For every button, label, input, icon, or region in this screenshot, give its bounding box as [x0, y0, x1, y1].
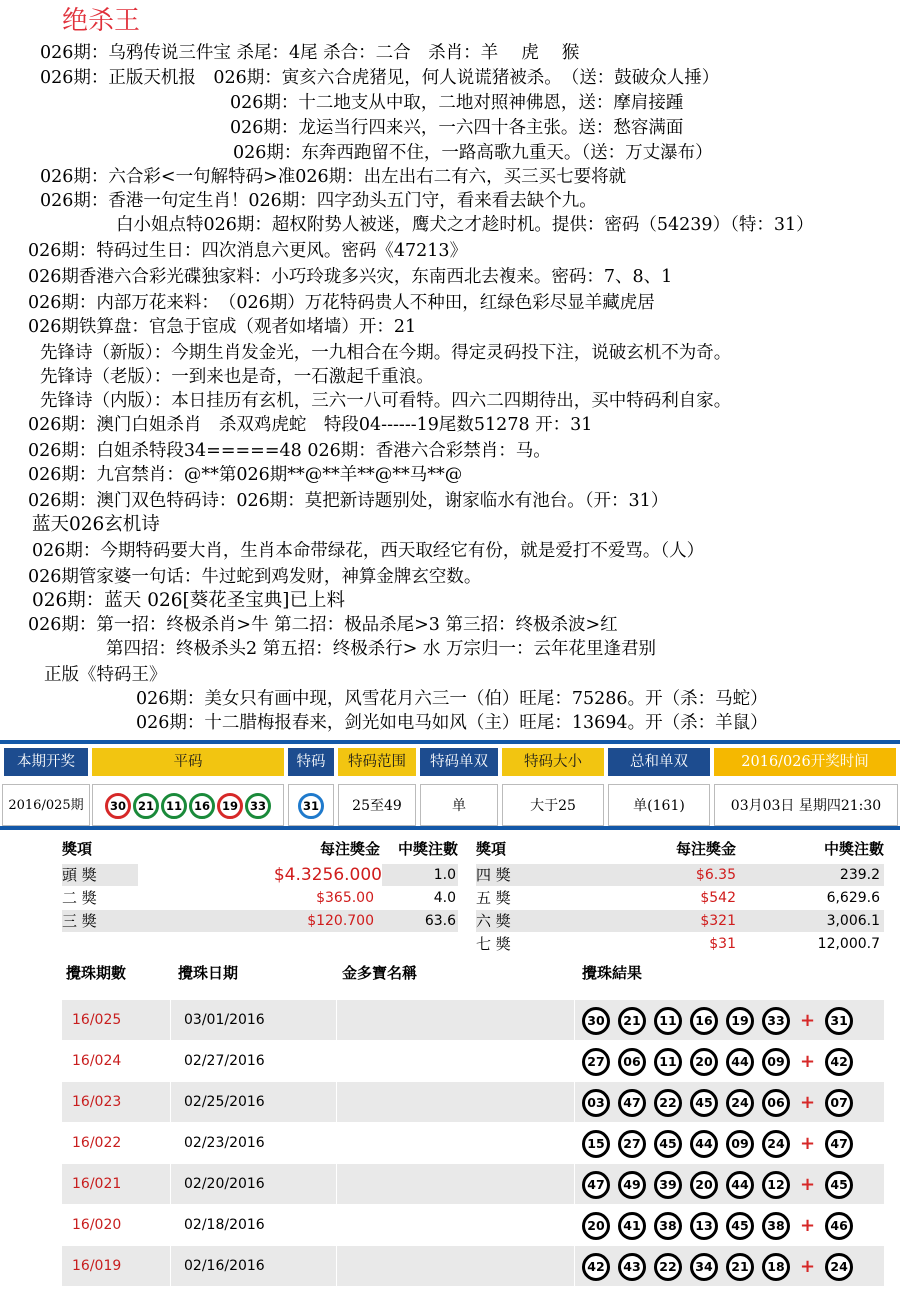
- history-row: [62, 1246, 884, 1286]
- prize-name: 三 獎: [62, 912, 97, 930]
- ball: 16: [189, 793, 215, 819]
- history-period: 16/025: [72, 1012, 122, 1028]
- column-separator: [574, 1041, 575, 1081]
- history-date: 02/25/2016: [184, 1094, 265, 1110]
- ball: 38: [654, 1212, 682, 1240]
- prize-amount-header: 每注獎金: [319, 840, 380, 858]
- text-line: 026期：龙运当行四来兴，一六四十各主张。送：愁容满面: [230, 118, 684, 138]
- prize-amount: $321: [700, 913, 736, 929]
- plus-sign: +: [800, 1091, 816, 1113]
- history-period: 16/022: [72, 1135, 122, 1151]
- column-separator: [574, 1000, 575, 1040]
- history-period: 16/020: [72, 1217, 122, 1233]
- column-separator: [170, 1082, 171, 1122]
- special-ball: 31: [825, 1007, 853, 1035]
- text-line: 026期：正版天机报 026期：寅亥六合虎猪见，何人说谎猪被杀。 （送：鼓破众人捶）: [40, 68, 720, 88]
- column-separator: [336, 1041, 337, 1081]
- special-ball: 31: [298, 793, 324, 819]
- prize-name-header: 獎項: [62, 840, 93, 858]
- ball: 06: [762, 1089, 790, 1117]
- prize-name: 六 獎: [476, 912, 511, 930]
- section-heading: 蓝天026玄机诗: [32, 514, 160, 535]
- history-period: 16/023: [72, 1094, 122, 1110]
- history-row: [62, 1205, 884, 1245]
- header-odd-even: 特码单双: [420, 748, 498, 776]
- ball: 15: [582, 1130, 610, 1158]
- odd-even-value: 单: [420, 784, 498, 826]
- text-line: 第四招：终极杀头2 第五招：终极杀行> 水 万宗归一：云年花里逢君别: [106, 639, 656, 659]
- prize-count: 4.0: [433, 890, 456, 906]
- next-draw-time-value: 03月03日 星期四21:30: [714, 784, 898, 826]
- ball: 33: [245, 793, 271, 819]
- special-ball: 24: [825, 1253, 853, 1281]
- history-date: 02/23/2016: [184, 1135, 265, 1151]
- text-line: 026期香港六合彩光碟独家料：小巧玲珑多兴灾，东南西北去複来。密码：7、8、1: [28, 267, 673, 287]
- prize-amount: $365.00: [316, 890, 374, 906]
- ball: 30: [582, 1007, 610, 1035]
- special-range-value: 25至49: [338, 784, 416, 826]
- ball: 11: [161, 793, 187, 819]
- history-result: [582, 1246, 861, 1286]
- ball: 16: [690, 1007, 718, 1035]
- prize-count: 239.2: [839, 867, 880, 883]
- text-line: 026期：六合彩<一句解特码>准026期：出左出右二有六，买三买七要将就: [40, 167, 627, 187]
- plus-sign: +: [800, 1050, 816, 1072]
- column-separator: [170, 1246, 171, 1286]
- ball: 20: [582, 1212, 610, 1240]
- column-separator: [574, 1082, 575, 1122]
- draw-period: 2016/025期: [2, 784, 90, 826]
- text-line: 026期：九宫禁肖：@**第026期**@**羊**@**马**@: [28, 465, 463, 485]
- text-line: 026期：十二地支从中取，二地对照神佛恩，送：摩肩接踵: [230, 93, 684, 113]
- header-next-draw-time: 2016/026开奖时间: [714, 748, 896, 776]
- prize-count: 1.0: [433, 867, 456, 883]
- history-period: 16/021: [72, 1176, 122, 1192]
- normal-balls: [92, 784, 284, 826]
- ball: 22: [654, 1253, 682, 1281]
- text-line: 026期：今期特码要大肖，生肖本命带绿花，西天取经它有份，就是爱打不爱骂。（人）: [32, 541, 705, 561]
- ball: 47: [582, 1171, 610, 1199]
- ball: 49: [618, 1171, 646, 1199]
- prize-count: 12,000.7: [817, 936, 880, 952]
- text-line: 026期：第一招：终极杀肖>牛 第二招：极品杀尾>3 第三招：终极杀波>红: [28, 615, 618, 635]
- prize-row: [62, 910, 458, 932]
- history-result: [582, 1205, 861, 1245]
- prize-count: 3,006.1: [826, 913, 880, 929]
- header-normal-numbers: 平码: [92, 748, 284, 776]
- column-separator: [574, 1246, 575, 1286]
- column-separator: [336, 1000, 337, 1040]
- special-ball: 42: [825, 1048, 853, 1076]
- ball: 09: [726, 1130, 754, 1158]
- ball: 27: [618, 1130, 646, 1158]
- text-line: 026期：特码过生日：四次消息六更风。密码《47213》: [28, 241, 468, 261]
- column-separator: [170, 1041, 171, 1081]
- history-header-name: 金多寶名稱: [342, 964, 418, 982]
- ball: 18: [762, 1253, 790, 1281]
- prize-count: 63.6: [424, 913, 456, 929]
- ball: 21: [618, 1007, 646, 1035]
- text-line: 026期：十二腊梅报春来，剑光如电马如风（主）旺尾：13694。开（杀：羊鼠）: [136, 713, 768, 733]
- text-line: 026期：澳门双色特码诗：026期：莫把新诗题别处，谢家临水有池台。（开：31）: [28, 491, 669, 511]
- history-row: [62, 1164, 884, 1204]
- ball: 39: [654, 1171, 682, 1199]
- history-date: 03/01/2016: [184, 1012, 265, 1028]
- ball: 20: [690, 1048, 718, 1076]
- plus-sign: +: [800, 1009, 816, 1031]
- plus-sign: +: [800, 1214, 816, 1236]
- ball: 11: [654, 1007, 682, 1035]
- ball: 24: [762, 1130, 790, 1158]
- column-separator: [574, 1164, 575, 1204]
- ball: 03: [582, 1089, 610, 1117]
- ball: 24: [726, 1089, 754, 1117]
- ball: 19: [726, 1007, 754, 1035]
- ball: 21: [726, 1253, 754, 1281]
- prize-amount: $31: [709, 936, 736, 952]
- plus-sign: +: [800, 1173, 816, 1195]
- text-line: 白小姐点特026期：超权附势人被迷，鹰犬之才趁时机。提供：密码（54239）（特：31）: [116, 215, 814, 235]
- column-separator: [336, 1205, 337, 1245]
- prize-name-header: 獎項: [476, 840, 507, 858]
- prize-name: 頭 獎: [62, 866, 97, 884]
- history-row: [62, 1041, 884, 1081]
- ball: 13: [690, 1212, 718, 1240]
- ball: 42: [582, 1253, 610, 1281]
- ball: 30: [105, 793, 131, 819]
- history-result: [582, 1082, 861, 1122]
- header-big-small: 特码大小: [502, 748, 604, 776]
- ball: 43: [618, 1253, 646, 1281]
- history-period: 16/024: [72, 1053, 122, 1069]
- prize-row: [476, 933, 884, 955]
- special-ball: 45: [825, 1171, 853, 1199]
- history-date: 02/16/2016: [184, 1258, 265, 1274]
- text-line: 026期：东奔西跑留不住，一路高歌九重天。（送：万丈瀑布）: [233, 143, 713, 163]
- history-header-date: 攪珠日期: [178, 964, 239, 982]
- prize-amount: $6.35: [695, 867, 736, 883]
- ball: 09: [762, 1048, 790, 1076]
- history-result: [582, 1164, 861, 1204]
- prize-amount: $4.3256.000: [138, 864, 382, 886]
- page-title: 绝杀王: [62, 6, 141, 36]
- plus-sign: +: [800, 1132, 816, 1154]
- header-special-number: 特码: [288, 748, 334, 776]
- header-current-draw: 本期开奖: [4, 748, 88, 776]
- ball: 20: [690, 1171, 718, 1199]
- text-line: 026期：澳门白姐杀肖 杀双鸡虎蛇 特段04------19尾数51278 开：31: [28, 415, 593, 435]
- ball: 38: [762, 1212, 790, 1240]
- history-row: [62, 1000, 884, 1040]
- prize-row: [62, 864, 458, 886]
- text-line: 先锋诗（老版）：一到来也是奇，一石激起千重浪。: [40, 367, 434, 387]
- column-separator: [574, 1205, 575, 1245]
- draw-result-table: [0, 740, 900, 830]
- prize-name: 五 獎: [476, 889, 511, 907]
- text-line: 026期铁算盘：官急于宦成（观者如堵墙）开：21: [28, 317, 417, 337]
- prize-row: [62, 887, 458, 909]
- prize-row: [476, 864, 884, 886]
- header-special-range: 特码范围: [338, 748, 416, 776]
- text-line: 026期：内部万花来料： （026期）万花特码贵人不种田，红绿色彩尽显羊藏虎居: [28, 293, 655, 313]
- history-header-period: 攪珠期數: [66, 964, 127, 982]
- column-separator: [170, 1164, 171, 1204]
- prize-name: 二 獎: [62, 889, 97, 907]
- ball: 11: [654, 1048, 682, 1076]
- sum-odd-even-value: 单(161): [608, 784, 710, 826]
- history-result: [582, 1000, 861, 1040]
- history-result: [582, 1123, 861, 1163]
- text-line: 正版《特码王》: [44, 665, 167, 685]
- prize-row: [476, 910, 884, 932]
- column-separator: [336, 1082, 337, 1122]
- ball: 47: [618, 1089, 646, 1117]
- prize-count-header: 中獎注數: [823, 840, 884, 858]
- header-sum-odd-even: 总和单双: [608, 748, 710, 776]
- text-line: 026期：香港一句定生肖！026期：四字劲头五门守，看来看去缺个九。: [40, 191, 597, 211]
- prize-amount: $120.700: [307, 913, 374, 929]
- ball: 45: [690, 1089, 718, 1117]
- ball: 19: [217, 793, 243, 819]
- prize-count: 6,629.6: [826, 890, 880, 906]
- special-ball: 07: [825, 1089, 853, 1117]
- ball: 45: [654, 1130, 682, 1158]
- text-line: 026期：蓝天 026[葵花圣宝典]已上料: [32, 590, 345, 611]
- history-period: 16/019: [72, 1258, 122, 1274]
- text-line: 先锋诗（内版）：本日挂历有玄机，三六一八可看特。四六二四期待出，买中特码利自家。: [40, 391, 732, 411]
- prize-header-right: [476, 838, 884, 860]
- ball: 41: [618, 1212, 646, 1240]
- prize-name: 四 獎: [476, 866, 511, 884]
- prize-row: [476, 887, 884, 909]
- prize-amount-header: 每注獎金: [675, 840, 736, 858]
- prize-count-header: 中獎注數: [397, 840, 458, 858]
- ball: 34: [690, 1253, 718, 1281]
- ball: 27: [582, 1048, 610, 1076]
- ball: 06: [618, 1048, 646, 1076]
- text-line: 先锋诗（新版）：今期生肖发金光，一九相合在今期。得定灵码投下注，说破玄机不为奇。: [40, 343, 732, 363]
- prize-amount: $542: [700, 890, 736, 906]
- history-date: 02/27/2016: [184, 1053, 265, 1069]
- text-line: 026期：乌鸦传说三件宝 杀尾：4尾 杀合：二合 杀肖：羊 虎 猴: [40, 43, 580, 63]
- prize-name: 七 獎: [476, 935, 511, 953]
- prize-header-left: [62, 838, 458, 860]
- special-ball: 47: [825, 1130, 853, 1158]
- ball: 12: [762, 1171, 790, 1199]
- column-separator: [574, 1123, 575, 1163]
- text-line: 026期管家婆一句话：牛过蛇到鸡发财，神算金牌玄空数。: [28, 567, 482, 587]
- column-separator: [170, 1000, 171, 1040]
- big-small-value: 大于25: [502, 784, 604, 826]
- history-header-result: 攪珠結果: [582, 964, 643, 982]
- column-separator: [336, 1246, 337, 1286]
- ball: 22: [654, 1089, 682, 1117]
- ball: 45: [726, 1212, 754, 1240]
- plus-sign: +: [800, 1255, 816, 1277]
- ball: 44: [726, 1048, 754, 1076]
- column-separator: [170, 1123, 171, 1163]
- special-ball: 46: [825, 1212, 853, 1240]
- special-ball-cell: [288, 784, 334, 826]
- history-row: [62, 1123, 884, 1163]
- history-date: 02/18/2016: [184, 1217, 265, 1233]
- text-line: 026期：美女只有画中现，风雪花月六三一（伯）旺尾：75286。开（杀：马蛇）: [136, 689, 768, 709]
- column-separator: [170, 1205, 171, 1245]
- ball: 33: [762, 1007, 790, 1035]
- ball: 44: [726, 1171, 754, 1199]
- text-line: 026期：白姐杀特段34=====48 026期：香港六合彩禁肖：马。: [28, 441, 551, 461]
- column-separator: [336, 1123, 337, 1163]
- history-date: 02/20/2016: [184, 1176, 265, 1192]
- column-separator: [336, 1164, 337, 1204]
- history-result: [582, 1041, 861, 1081]
- history-row: [62, 1082, 884, 1122]
- ball: 44: [690, 1130, 718, 1158]
- ball: 21: [133, 793, 159, 819]
